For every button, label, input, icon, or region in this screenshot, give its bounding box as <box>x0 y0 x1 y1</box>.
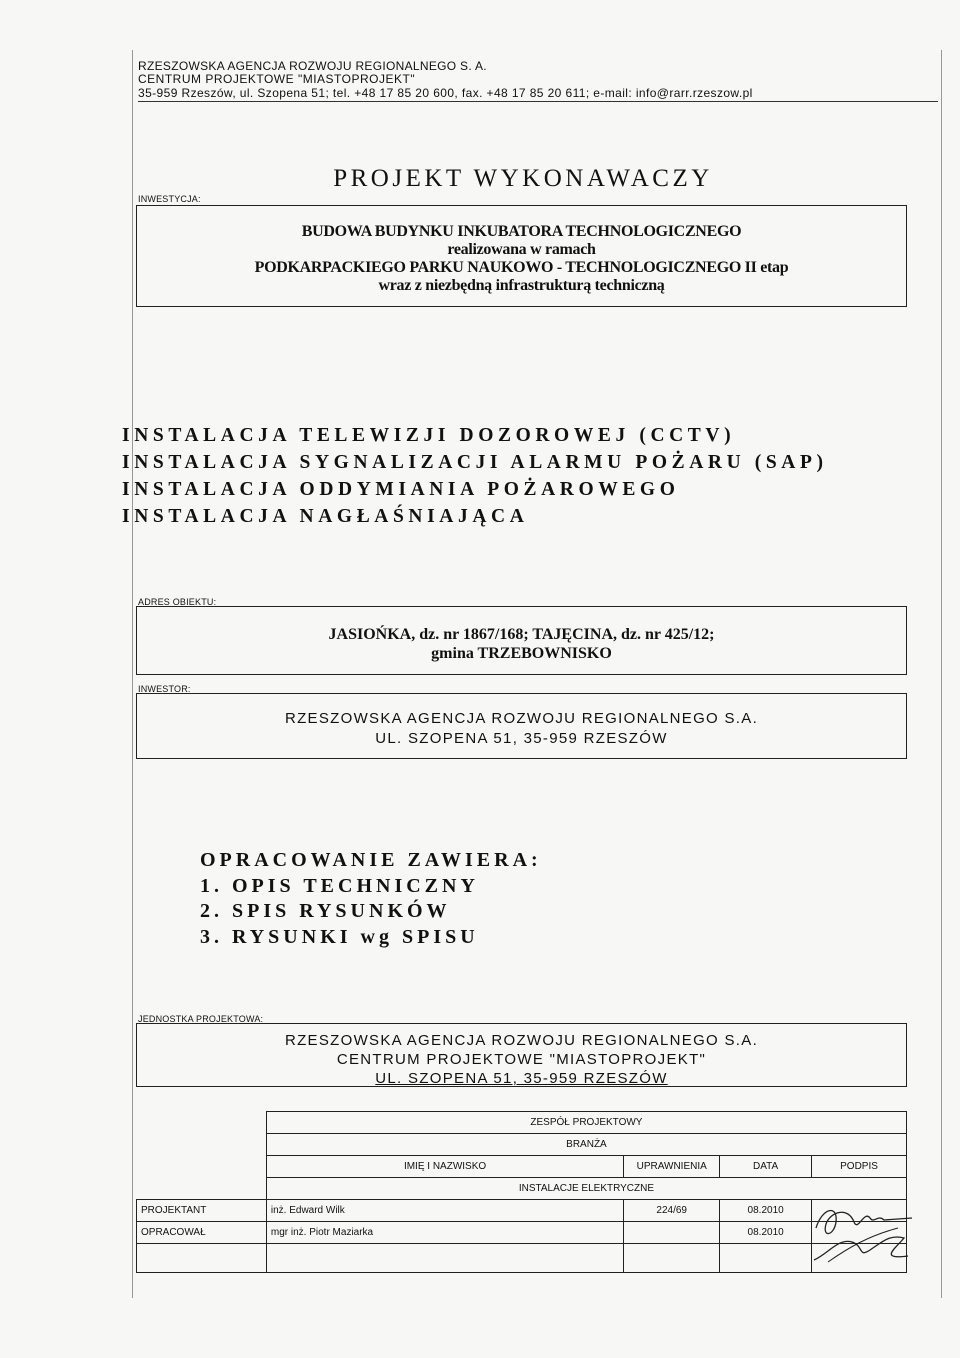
adres-line-2: gmina TRZEBOWNISKO <box>431 645 612 662</box>
inwestor-box <box>136 693 907 759</box>
inwestycja-line-3: PODKARPACKIEGO PARKU NAUKOWO - TECHNOLOGICZNEGO II etap <box>254 259 789 276</box>
col-data-header: DATA <box>720 1156 812 1178</box>
contents-item: 1. OPIS TECHNICZNY <box>200 874 479 897</box>
inwestycja-line-2: realizowana w ramach <box>447 241 596 258</box>
header-line-2: CENTRUM PROJEKTOWE "MIASTOPROJEKT" <box>138 72 416 86</box>
row-name: mgr inż. Piotr Maziarka <box>266 1222 623 1244</box>
section-header: INSTALACJE ELEKTRYCZNE <box>266 1178 906 1200</box>
contents-heading: OPRACOWANIE ZAWIERA: <box>200 849 542 871</box>
inwestycja-box <box>136 205 907 307</box>
jednostka-line-3: UL. SZOPENA 51, 35-959 RZESZÓW <box>375 1070 668 1087</box>
header-contact-line: 35-959 Rzeszów, ul. Szopena 51; tel. +48 17 85 20 600, fax. +48 17 85 20 611; e-mail: info@rarr.rzeszow.pl <box>138 86 938 102</box>
row-data: 08.2010 <box>720 1222 812 1244</box>
col-name-header: IMIĘ I NAZWISKO <box>266 1156 623 1178</box>
signature-image <box>808 1198 918 1278</box>
jednostka-line-2: CENTRUM PROJEKTOWE "MIASTOPROJEKT" <box>336 1051 707 1068</box>
inwestycja-line-1: BUDOWA BUDYNKU INKUBATORA TECHNOLOGICZNEGO <box>301 223 742 240</box>
contents-item: 3. RYSUNKI wg SPISU <box>200 925 479 948</box>
adres-box <box>136 606 907 675</box>
project-team-table <box>136 1111 907 1273</box>
installation-item: INSTALACJA SYGNALIZACJI ALARMU POŻARU (SAP) <box>122 452 828 473</box>
adres-line-1: JASIOŃKA, dz. nr 1867/168; TAJĘCINA, dz. nr 425/12; <box>328 626 715 643</box>
jednostka-box <box>136 1023 907 1087</box>
jednostka-label: JEDNOSTKA PROJEKTOWA: <box>138 1014 264 1024</box>
row-role: PROJEKTANT <box>137 1200 267 1222</box>
installation-item: INSTALACJA ODDYMIANIA POŻAROWEGO <box>122 479 680 500</box>
contents-section <box>200 848 542 950</box>
installation-item: INSTALACJA TELEWIZJI DOZOROWEJ (CCTV) <box>122 425 736 446</box>
table-row <box>137 1200 907 1222</box>
jednostka-line-1: RZESZOWSKA AGENCJA ROZWOJU REGIONALNEGO S.A. <box>284 1032 759 1049</box>
branza-header: BRANŻA <box>266 1134 906 1156</box>
header-line-1: RZESZOWSKA AGENCJA ROZWOJU REGIONALNEGO S. A. <box>138 59 487 73</box>
table-row <box>137 1222 907 1244</box>
row-name: inż. Edward Wilk <box>266 1200 623 1222</box>
row-data: 08.2010 <box>720 1200 812 1222</box>
company-header <box>138 60 938 102</box>
inwestor-label: INWESTOR: <box>138 684 191 694</box>
col-upr-header: UPRAWNIENIA <box>624 1156 720 1178</box>
inwestor-line-1: RZESZOWSKA AGENCJA ROZWOJU REGIONALNEGO S.A. <box>284 710 759 727</box>
row-role: OPRACOWAŁ <box>137 1222 267 1244</box>
row-upr: 224/69 <box>624 1200 720 1222</box>
row-upr <box>624 1222 720 1244</box>
team-title: ZESPÓŁ PROJEKTOWY <box>266 1112 906 1134</box>
adres-label: ADRES OBIEKTU: <box>138 597 217 607</box>
col-podpis-header: PODPIS <box>812 1156 907 1178</box>
document-title: PROJEKT WYKONAWACZY <box>333 165 713 192</box>
installation-item: INSTALACJA NAGŁAŚNIAJĄCA <box>122 506 529 527</box>
installations-list <box>122 422 957 530</box>
inwestor-line-2: UL. SZOPENA 51, 35-959 RZESZÓW <box>375 730 668 747</box>
contents-item: 2. SPIS RYSUNKÓW <box>200 900 451 922</box>
inwestycja-line-4: wraz z niezbędną infrastrukturą techniczną <box>378 277 665 294</box>
inwestycja-label: INWESTYCJA: <box>138 194 201 204</box>
